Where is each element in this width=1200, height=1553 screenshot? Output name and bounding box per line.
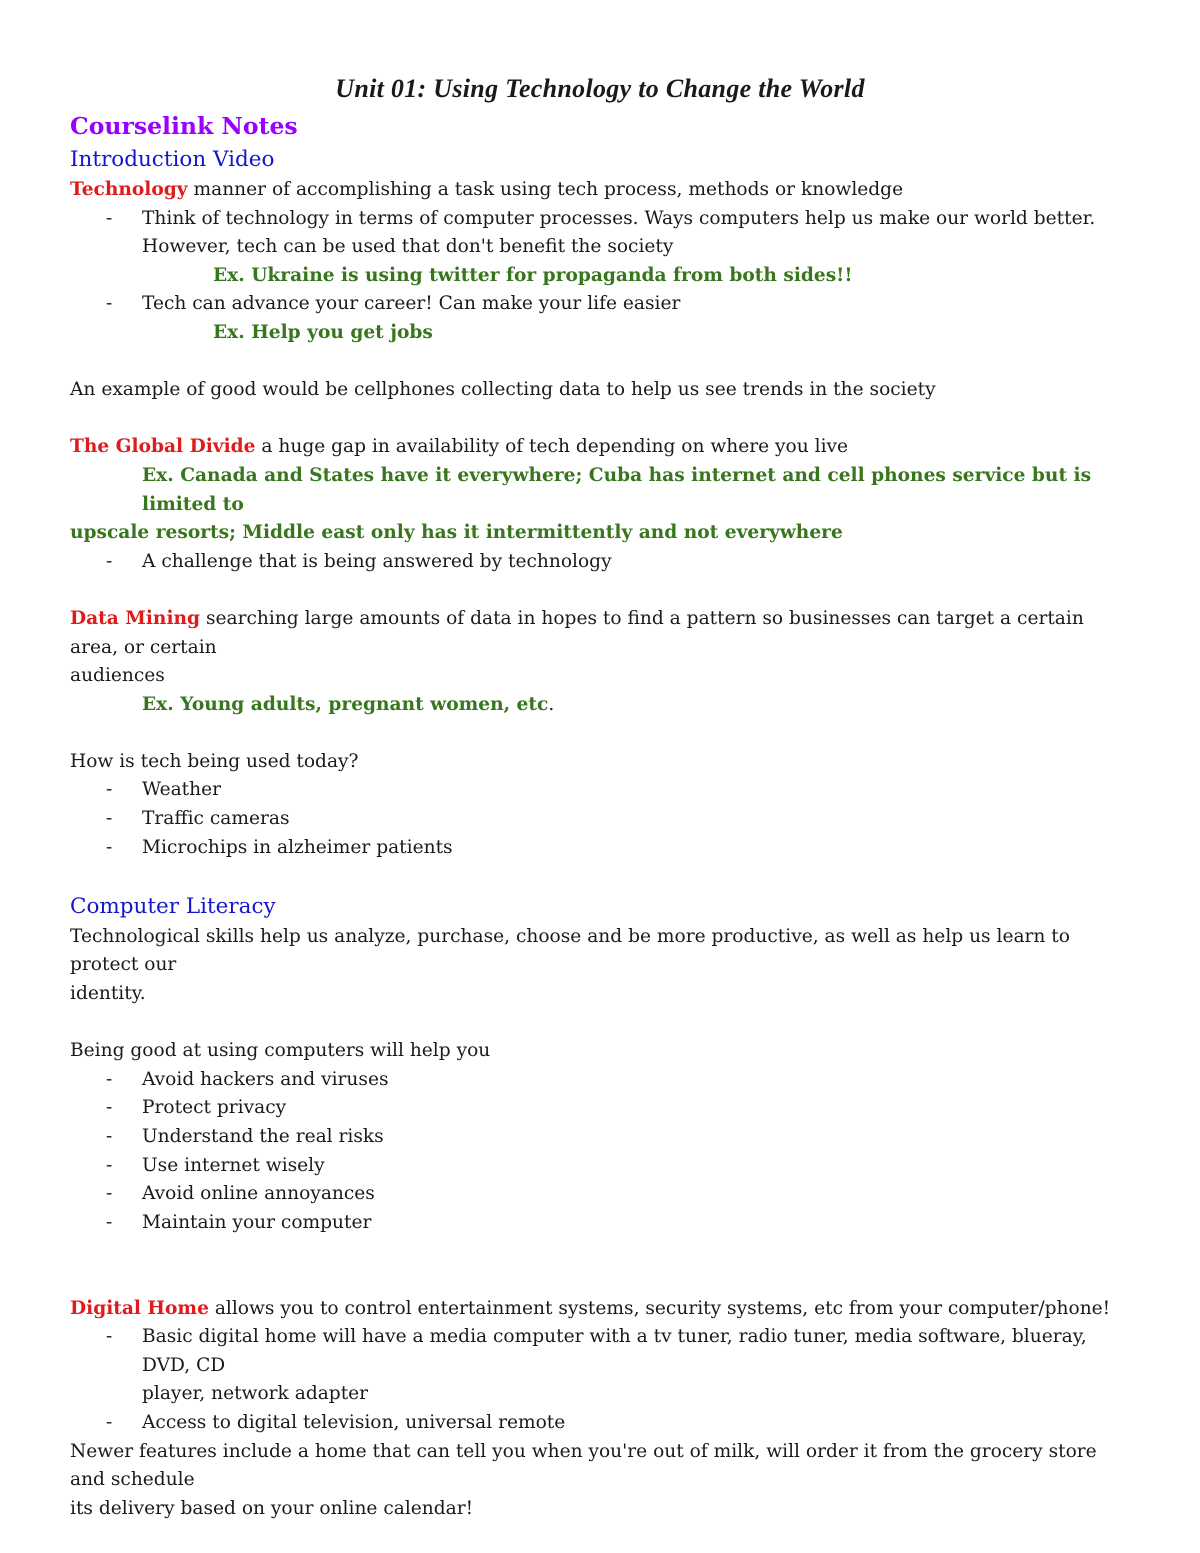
dash-bullet: - — [106, 1068, 113, 1090]
dash-bullet: - — [106, 1126, 113, 1147]
list-item-text: Tech can advance your career! Can make your life easier — [142, 293, 681, 315]
list-item-text: Think of technology in terms of computer processes. Ways computers help us make our world better. — [142, 207, 1096, 229]
list-item-text: Understand the real risks — [142, 1126, 384, 1147]
term-technology: Technology — [70, 179, 188, 200]
list-item — [70, 1152, 1130, 1181]
data-mining-definition-cont: audiences — [70, 665, 165, 687]
literacy-intro: Being good at using computers will help you — [70, 1040, 491, 1062]
dash-bullet: - — [106, 1154, 113, 1176]
list-item-text: Access to digital television, universal remote — [142, 1411, 566, 1433]
newer-features-line2: its delivery based on your online calendar! — [70, 1497, 474, 1519]
spacer — [70, 1266, 1130, 1295]
list-item-text: player, network adapter — [142, 1383, 369, 1405]
data-mining-definition — [70, 605, 1130, 662]
dash-bullet: - — [106, 207, 113, 229]
technology-definition — [70, 176, 1130, 205]
dash-bullet: - — [106, 1097, 113, 1119]
list-item-text: Avoid hackers and viruses — [142, 1068, 389, 1090]
literacy-list — [70, 1066, 1130, 1238]
document-page — [70, 70, 1130, 1523]
newer-features-line1: Newer features include a home that can tell you when you're out of milk, will order it from the grocery store and schedule — [70, 1440, 1097, 1491]
list-item-text: Avoid online annoyances — [142, 1183, 375, 1205]
list-item-text: Protect privacy — [142, 1097, 287, 1119]
digital-home-definition — [70, 1295, 1130, 1324]
spacer — [70, 1237, 1130, 1266]
dash-bullet: - — [106, 550, 113, 572]
list-item — [70, 205, 1130, 262]
technology-bullets-2 — [70, 290, 1130, 319]
list-item-text: Microchips in alzheimer patients — [142, 836, 453, 858]
term-global-divide: The Global Divide — [70, 436, 256, 458]
definition-text: a huge gap in availability of tech depending on where you live — [255, 436, 849, 458]
list-item-text: Maintain your computer — [142, 1211, 372, 1233]
technology-bullets — [70, 205, 1130, 262]
literacy-text-line1: Technological skills help us analyze, purchase, choose and be more productive, as well as help us learn to protect our — [70, 925, 1070, 976]
definition-text: searching large amounts of data in hopes to find a pattern so businesses can target a certain area, or certain — [70, 607, 1084, 658]
definition-text: allows you to control entertainment systems, security systems, etc from your computer/phone! — [208, 1297, 1111, 1319]
definition-text: manner of accomplishing a task using tech process, methods or knowledge — [187, 179, 904, 200]
list-item-text: Weather — [142, 779, 222, 801]
list-item — [70, 548, 1130, 577]
list-item — [70, 1094, 1130, 1123]
example-jobs: Ex. Help you get jobs — [213, 321, 433, 343]
literacy-text-line2: identity. — [70, 983, 146, 1005]
example-global-divide-line1: Ex. Canada and States have it everywhere; Cuba has internet and cell phones service but is limited to — [142, 464, 1092, 515]
list-item-text: A challenge that is being answered by technology — [142, 550, 612, 572]
dash-bullet: - — [106, 1411, 113, 1433]
example-data-mining — [70, 691, 1130, 720]
list-item — [70, 1409, 1130, 1438]
list-item-text: Traffic cameras — [142, 808, 290, 830]
list-item — [70, 1066, 1130, 1095]
list-item — [70, 805, 1130, 834]
spacer — [70, 862, 1130, 891]
example-global-divide-line2: upscale resorts; Middle east only has it intermittently and not everywhere — [70, 522, 843, 544]
heading-introduction-video: Introduction Video — [70, 147, 275, 172]
period: . — [548, 693, 555, 715]
heading-courselink-notes: Courselink Notes — [70, 112, 298, 140]
list-item — [70, 1123, 1130, 1152]
global-divide-definition — [70, 433, 1130, 462]
spacer — [70, 1009, 1130, 1038]
dash-bullet: - — [106, 808, 113, 830]
spacer — [70, 576, 1130, 605]
global-divide-bullets — [70, 548, 1130, 577]
digital-home-list — [70, 1323, 1130, 1437]
list-item — [70, 1209, 1130, 1238]
spacer — [70, 719, 1130, 748]
good-example-text: An example of good would be cellphones collecting data to help us see trends in the society — [70, 379, 936, 401]
dash-bullet: - — [106, 1211, 113, 1233]
term-digital-home: Digital Home — [70, 1297, 209, 1319]
term-data-mining: Data Mining — [70, 607, 201, 629]
list-item — [70, 1180, 1130, 1209]
tech-today-question: How is tech being used today? — [70, 750, 359, 772]
list-item-text: However, tech can be used that don't benefit the society — [142, 236, 674, 258]
spacer — [70, 405, 1130, 434]
list-item — [70, 1323, 1130, 1409]
heading-computer-literacy: Computer Literacy — [70, 893, 276, 919]
list-item — [70, 776, 1130, 805]
document-title: Unit 01: Using Technology to Change the World — [335, 74, 865, 103]
dash-bullet: - — [106, 1183, 113, 1205]
list-item — [70, 834, 1130, 863]
dash-bullet: - — [106, 779, 113, 801]
spacer — [70, 348, 1130, 377]
tech-today-list — [70, 776, 1130, 862]
list-item-text: Basic digital home will have a media computer with a tv tuner, radio tuner, media software, blueray, DVD, CD — [142, 1326, 1087, 1376]
dash-bullet: - — [106, 836, 113, 858]
list-item — [70, 290, 1130, 319]
list-item-text: Use internet wisely — [142, 1154, 325, 1176]
dash-bullet: - — [106, 293, 113, 315]
dash-bullet: - — [106, 1326, 113, 1348]
example-text: Ex. Young adults, pregnant women, etc — [142, 693, 549, 715]
example-ukraine: Ex. Ukraine is using twitter for propaganda from both sides!! — [213, 264, 853, 286]
